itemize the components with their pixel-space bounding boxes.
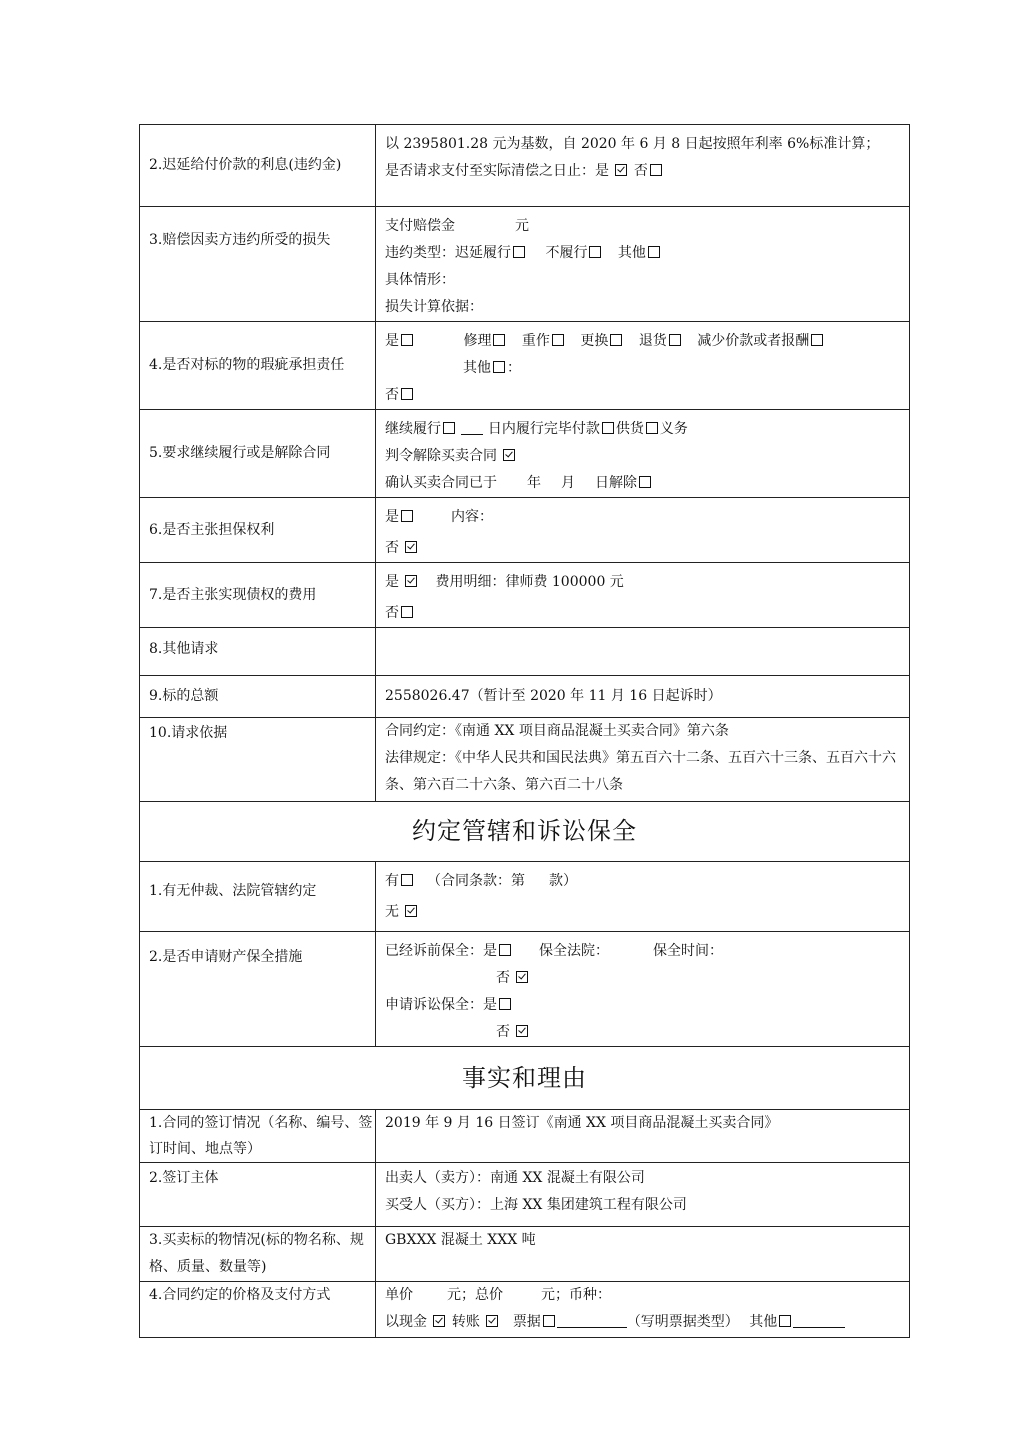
table-row: 2.是否申请财产保全措施 已经诉前保全：是 保全法院： 保全时间： 否 申请诉讼保全：是 否 (140, 932, 910, 1047)
contract-signing: 2019 年 9 月 16 日签订《南通 XX 项目商品混凝土买卖合同》 (376, 1110, 910, 1163)
table-row: 4.合同约定的价格及支付方式 单价 元；总价 元；币种： 以现金 转账 票据 （写明票据类型） 其他 (140, 1282, 910, 1338)
checkbox-yes[interactable] (405, 575, 417, 587)
row-label: 4.是否对标的物的瑕疵承担责任 (140, 322, 376, 410)
checkbox-terminate[interactable] (503, 449, 515, 461)
section-header-row (140, 1047, 910, 1110)
table-row: 6.是否主张担保权利 是 内容： 否 (140, 498, 910, 563)
table-row: 3.赔偿因卖方违约所受的损失 支付赔偿金 元 违约类型：迟延履行 不履行 其他 具体情形： 损失计算依据： (140, 207, 910, 322)
checkbox-prelitigation-no[interactable] (516, 971, 528, 983)
row-label: 9.标的总额 (140, 676, 376, 718)
checkbox-redo[interactable] (552, 334, 564, 346)
table-row (140, 676, 910, 718)
checkbox-cash[interactable] (433, 1315, 445, 1327)
section-header-row (140, 802, 910, 862)
row-label: 10.请求依据 (140, 718, 376, 802)
checkbox-transfer[interactable] (486, 1315, 498, 1327)
checkbox-yes[interactable] (615, 164, 627, 176)
checkbox-payment[interactable] (602, 422, 614, 434)
row-label: 2.迟延给付价款的利息(违约金) (140, 125, 376, 207)
checkbox-yes[interactable] (401, 874, 413, 886)
checkbox-delay[interactable] (513, 246, 525, 258)
buyer: 买受人（买方）：上海 XX 集团建筑工程有限公司 (385, 1197, 687, 1213)
checkbox-other[interactable] (493, 361, 505, 373)
checkbox-prelitigation-yes[interactable] (499, 944, 511, 956)
checkbox-continue[interactable] (443, 422, 455, 434)
table-row: 4.是否对标的物的瑕疵承担责任 是 修理 重作 更换 退货 减少价款或者报酬 其他 ： 否 (140, 322, 910, 410)
row-label: 5.要求继续履行或是解除合同 (140, 410, 376, 498)
row-label: 7.是否主张实现债权的费用 (140, 563, 376, 628)
bill-type-blank[interactable] (557, 1313, 627, 1328)
table-row: 2.迟延给付价款的利息(违约金) 以 2395801.28 元为基数，自 2020 年 6 月 8 日起按照年利率 6%标准计算； 是否请求支付至实际清偿之日止：是 否 (140, 125, 910, 207)
checkbox-reduce[interactable] (811, 334, 823, 346)
subject-matter: GBXXX 混凝土 XXX 吨 (376, 1227, 910, 1282)
row-label: 6.是否主张担保权利 (140, 498, 376, 563)
row-label: 1.合同的签订情况（名称、编号、签订时间、地点等） (140, 1110, 376, 1163)
row-label: 3.买卖标的物情况(标的物名称、规格、质量、数量等) (140, 1227, 376, 1282)
checkbox-other[interactable] (648, 246, 660, 258)
other-payment-blank[interactable] (793, 1313, 845, 1328)
other-requests-value[interactable] (376, 628, 910, 676)
total-amount: 2558026.47（暂计至 2020 年 11 月 16 日起诉时） (376, 676, 910, 718)
table-row: 7.是否主张实现债权的费用 是 费用明细：律师费 100000 元 否 (140, 563, 910, 628)
checkbox-yes[interactable] (401, 510, 413, 522)
days-blank[interactable] (461, 420, 483, 435)
row-label: 8.其他请求 (140, 628, 376, 676)
row-label: 4.合同约定的价格及支付方式 (140, 1282, 376, 1338)
checkbox-no[interactable] (650, 164, 662, 176)
table-row: 10.请求依据 合同约定：《南通 XX 项目商品混凝土买卖合同》第六条 法律规定：《中华人民共和国民法典》第五百六十二条、五百六十三条、五百六十六条、第六百二十六条、第六百二十八条 (140, 718, 910, 802)
complaint-form-table (139, 124, 910, 1338)
checkbox-litigation-yes[interactable] (499, 998, 511, 1010)
checkbox-yes[interactable] (401, 334, 413, 346)
checkbox-nonperform[interactable] (589, 246, 601, 258)
row-label: 2.签订主体 (140, 1163, 376, 1227)
checkbox-supply[interactable] (646, 422, 658, 434)
checkbox-return[interactable] (669, 334, 681, 346)
checkbox-confirm-terminated[interactable] (639, 476, 651, 488)
checkbox-no[interactable] (405, 541, 417, 553)
row-label: 3.赔偿因卖方违约所受的损失 (140, 207, 376, 322)
section-title-facts: 事实和理由 (140, 1047, 910, 1110)
checkbox-repair[interactable] (493, 334, 505, 346)
checkbox-replace[interactable] (610, 334, 622, 346)
table-row (140, 1227, 910, 1282)
table-row (140, 1163, 910, 1227)
checkbox-no[interactable] (401, 388, 413, 400)
interest-basis: 以 2395801.28 元为基数，自 2020 年 6 月 8 日起按照年利率 6%标准计算； (385, 136, 880, 152)
row-label: 1.有无仲裁、法院管辖约定 (140, 862, 376, 932)
checkbox-no[interactable] (401, 606, 413, 618)
seller: 出卖人（卖方）：南通 XX 混凝土有限公司 (385, 1170, 645, 1186)
row-label: 2.是否申请财产保全措施 (140, 932, 376, 1047)
table-row: 1.有无仲裁、法院管辖约定 有 （合同条款：第 款） 无 (140, 862, 910, 932)
section-title-jurisdiction: 约定管辖和诉讼保全 (140, 802, 910, 862)
checkbox-litigation-no[interactable] (516, 1025, 528, 1037)
table-row: 5.要求继续履行或是解除合同 继续履行 日内履行完毕付款 供货 义务 判令解除买卖合同 确认买卖合同已于 年 月 日解除 (140, 410, 910, 498)
checkbox-other-payment[interactable] (779, 1315, 791, 1327)
table-row (140, 628, 910, 676)
checkbox-bill[interactable] (543, 1315, 555, 1327)
checkbox-no[interactable] (405, 905, 417, 917)
table-row (140, 1110, 910, 1163)
